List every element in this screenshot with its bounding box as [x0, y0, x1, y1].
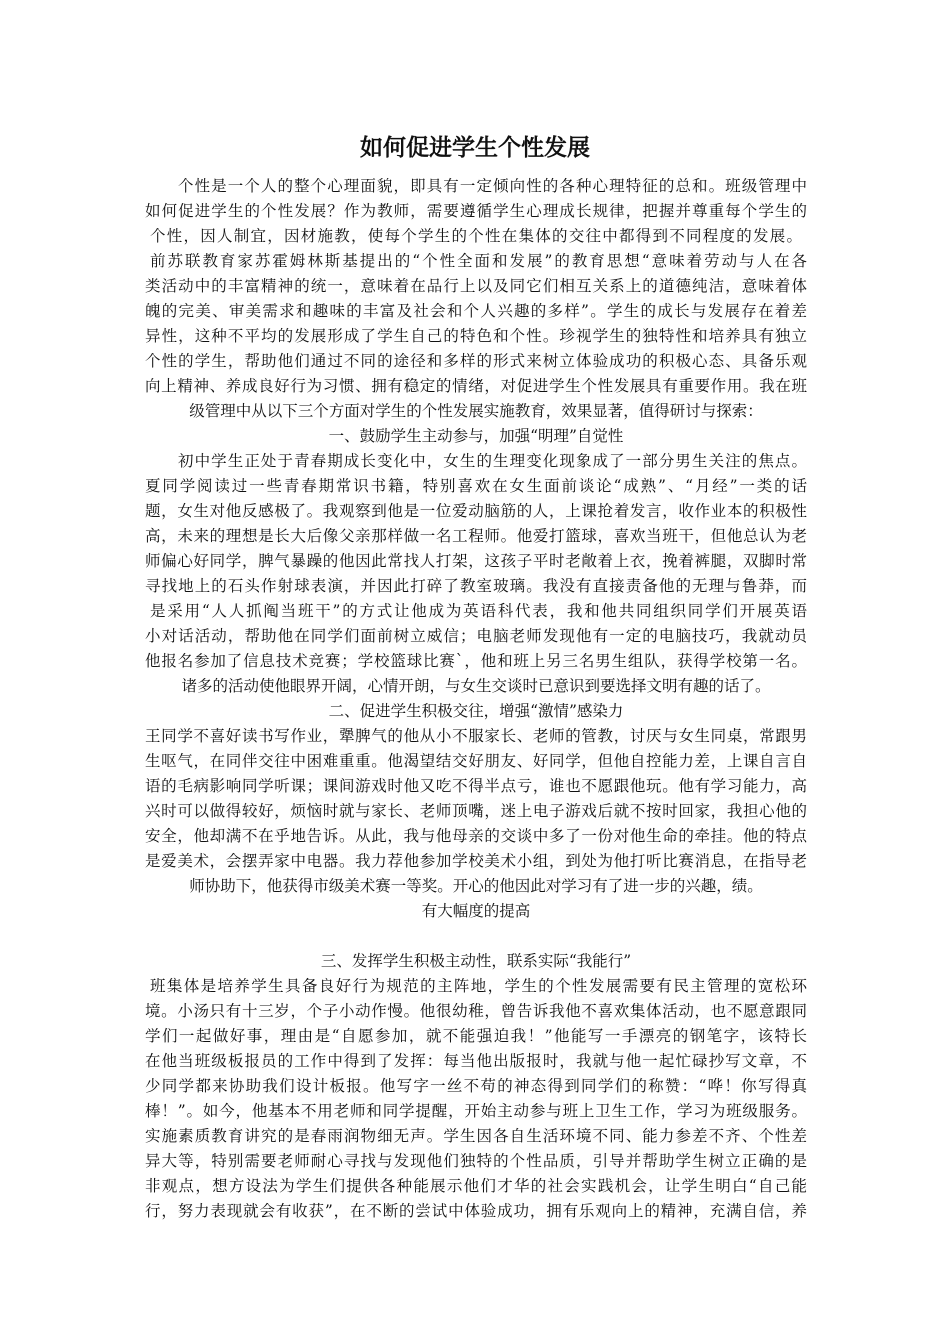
paragraph-line: 个性，因人制宜，因材施教，使每个学生的个性在集体的交往中都得到不同程度的发展。	[150, 227, 802, 245]
paragraph-line: 前苏联教育家苏霍姆林斯基提出的“个性全面和发展”的教育思想“意味着劳动与人在各	[150, 252, 807, 270]
paragraph-line: 魄的完美、审美需求和趣味的丰富及社会和个人兴趣的多样”。学生的成长与发展存在着差	[145, 302, 807, 320]
paragraph-line: 是采用“人人抓阄当班干”的方式让他成为英语科代表，我和他共同组织同学们开展英语	[150, 602, 807, 620]
paragraph-line: 实施素质教育讲究的是春雨润物细无声。学生因各自生活环境不同、能力参差不齐、个性差	[145, 1127, 807, 1145]
paragraph-line: 生呕气，在同伴交往中困难重重。他渴望结交好朋友、好同学，但他自控能力差，上课自言自	[145, 752, 807, 770]
paragraph-line: 异大等，特别需要老师耐心寻找与发现他们独特的个性品质，引导并帮助学生树立正确的是	[145, 1152, 807, 1170]
paragraph-line: 师协助下，他获得市级美术赛一等奖。开心的他因此对学习有了进一步的兴趣，绩。	[189, 877, 763, 895]
paragraph-line: 师偏心好同学，脾气暴躁的他因此常找人打架，这孩子平时老敞着上衣，挽着裤腿，双脚时常	[145, 552, 807, 570]
section-heading: 二、促进学生积极交往，增强“激情”感染力	[328, 702, 624, 720]
paragraph-line: 非观点，想方设法为学生们提供各种能展示他们才华的社会实践机会，让学生明白“自己能	[145, 1177, 807, 1195]
paragraph-line: 高，未来的理想是长大后像父亲那样做一名工程师。他爱打篮球，喜欢当班干，但他总认为老	[145, 527, 807, 545]
paragraph-line: 他报名参加了信息技术竞赛；学校篮球比赛`，他和班上另三名男生组队，获得学校第一名。	[145, 652, 807, 670]
paragraph-line: 个性的学生，帮助他们通过不同的途径和多样的形式来树立体验成功的积极心态、具备乐观	[145, 352, 807, 370]
paragraph-line: 如何促进学生的个性发展？作为教师，需要遵循学生心理成长规律，把握并尊重每个学生的	[145, 202, 807, 220]
paragraph-line: 小对话活动，帮助他在同学们面前树立威信；电脑老师发现他有一定的电脑技巧，我就动员	[145, 627, 807, 645]
page-title: 如何促进学生个性发展	[360, 135, 590, 161]
paragraph-line: 异性，这种不平均的发展形成了学生自己的特色和个性。珍视学生的独特性和培养具有独立	[145, 327, 807, 345]
paragraph-line: 级管理中从以下三个方面对学生的个性发展实施教育，效果显著，值得研讨与探索：	[189, 402, 763, 420]
paragraph-line: 语的毛病影响同学听课；课间游戏时他又吃不得半点亏，谁也不愿跟他玩。他有学习能力，高	[145, 777, 807, 795]
paragraph-line: 向上精神、养成良好行为习惯、拥有稳定的情绪，对促进学生个性发展具有重要作用。我在班	[145, 377, 807, 395]
paragraph-line: 棒！”。如今，他基本不用老师和同学提醒，开始主动参与班上卫生工作，学习为班级服务。	[145, 1102, 807, 1120]
paragraph-line: 班集体是培养学生具备良好行为规范的主阵地，学生的个性发展需要有民主管理的宽松环	[150, 977, 807, 995]
paragraph-line: 安全，他却满不在乎地告诉。从此，我与他母亲的交谈中多了一份对他生命的牵挂。他的特点	[145, 827, 807, 845]
paragraph-line: 个性是一个人的整个心理面貌，即具有一定倾向性的各种心理特征的总和。班级管理中	[178, 177, 807, 195]
paragraph-line: 诸多的活动使他眼界开阔，心情开朗，与女生交谈时已意识到要选择文明有趣的话了。	[181, 677, 771, 695]
paragraph-line: 寻找地上的石头作射球表演，并因此打碎了教室玻璃。我没有直接责备他的无理与鲁莽，而	[145, 577, 807, 595]
paragraph-line: 夏同学阅读过一些青春期常识书籍，特别喜欢在女生面前谈论“成熟”、“月经”一类的话	[145, 477, 807, 495]
paragraph-line: 境。小汤只有十三岁，个子小动作慢。他很幼稚，曾告诉我他不喜欢集体活动，也不愿意跟同	[145, 1002, 807, 1020]
section-heading: 一、鼓励学生主动参与，加强“明理”自觉性	[328, 427, 624, 445]
section-heading: 三、发挥学生积极主动性，联系实际“我能行”	[320, 952, 632, 970]
paragraph-line: 题，女生对他反感极了。我观察到他是一位爱动脑筋的人，上课抢着发言，收作业本的积极性	[145, 502, 807, 520]
paragraph-line: 王同学不喜好读书写作业，犟脾气的他从小不服家长、老师的管教，讨厌与女生同桌，常跟男	[145, 727, 807, 745]
paragraph-line: 是爱美术，会摆弄家中电器。我力荐他参加学校美术小组，到处为他打听比赛消息，在指导老	[145, 852, 807, 870]
paragraph-line: 兴时可以做得较好，烦恼时就与家长、老师顶嘴，迷上电子游戏后就不按时回家，我担心他的	[145, 802, 807, 820]
paragraph-line: 行，努力表现就会有收获”，在不断的尝试中体验成功，拥有乐观向上的精神，充满自信，养	[145, 1202, 807, 1220]
paragraph-line: 学们一起做好事，理由是“自愿参加，就不能强迫我！”他能写一手漂亮的钢笔字，该特长	[145, 1027, 807, 1045]
paragraph-line: 类活动中的丰富精神的统一，意味着在品行上以及同它们相互关系上的道德纯洁，意味着体	[145, 277, 807, 295]
paragraph-line: 少同学都来协助我们设计板报。他写字一丝不苟的神态得到同学们的称赞：“哗！你写得真	[145, 1077, 807, 1095]
paragraph-line: 初中学生正处于青春期成长变化中，女生的生理变化现象成了一部分男生关注的焦点。	[178, 452, 807, 470]
paragraph-line: 在他当班级板报员的工作中得到了发挥：每当他出版报时，我就与他一起忙碌抄写文章，不	[145, 1052, 807, 1070]
paragraph-line: 有大幅度的提高	[421, 902, 531, 920]
